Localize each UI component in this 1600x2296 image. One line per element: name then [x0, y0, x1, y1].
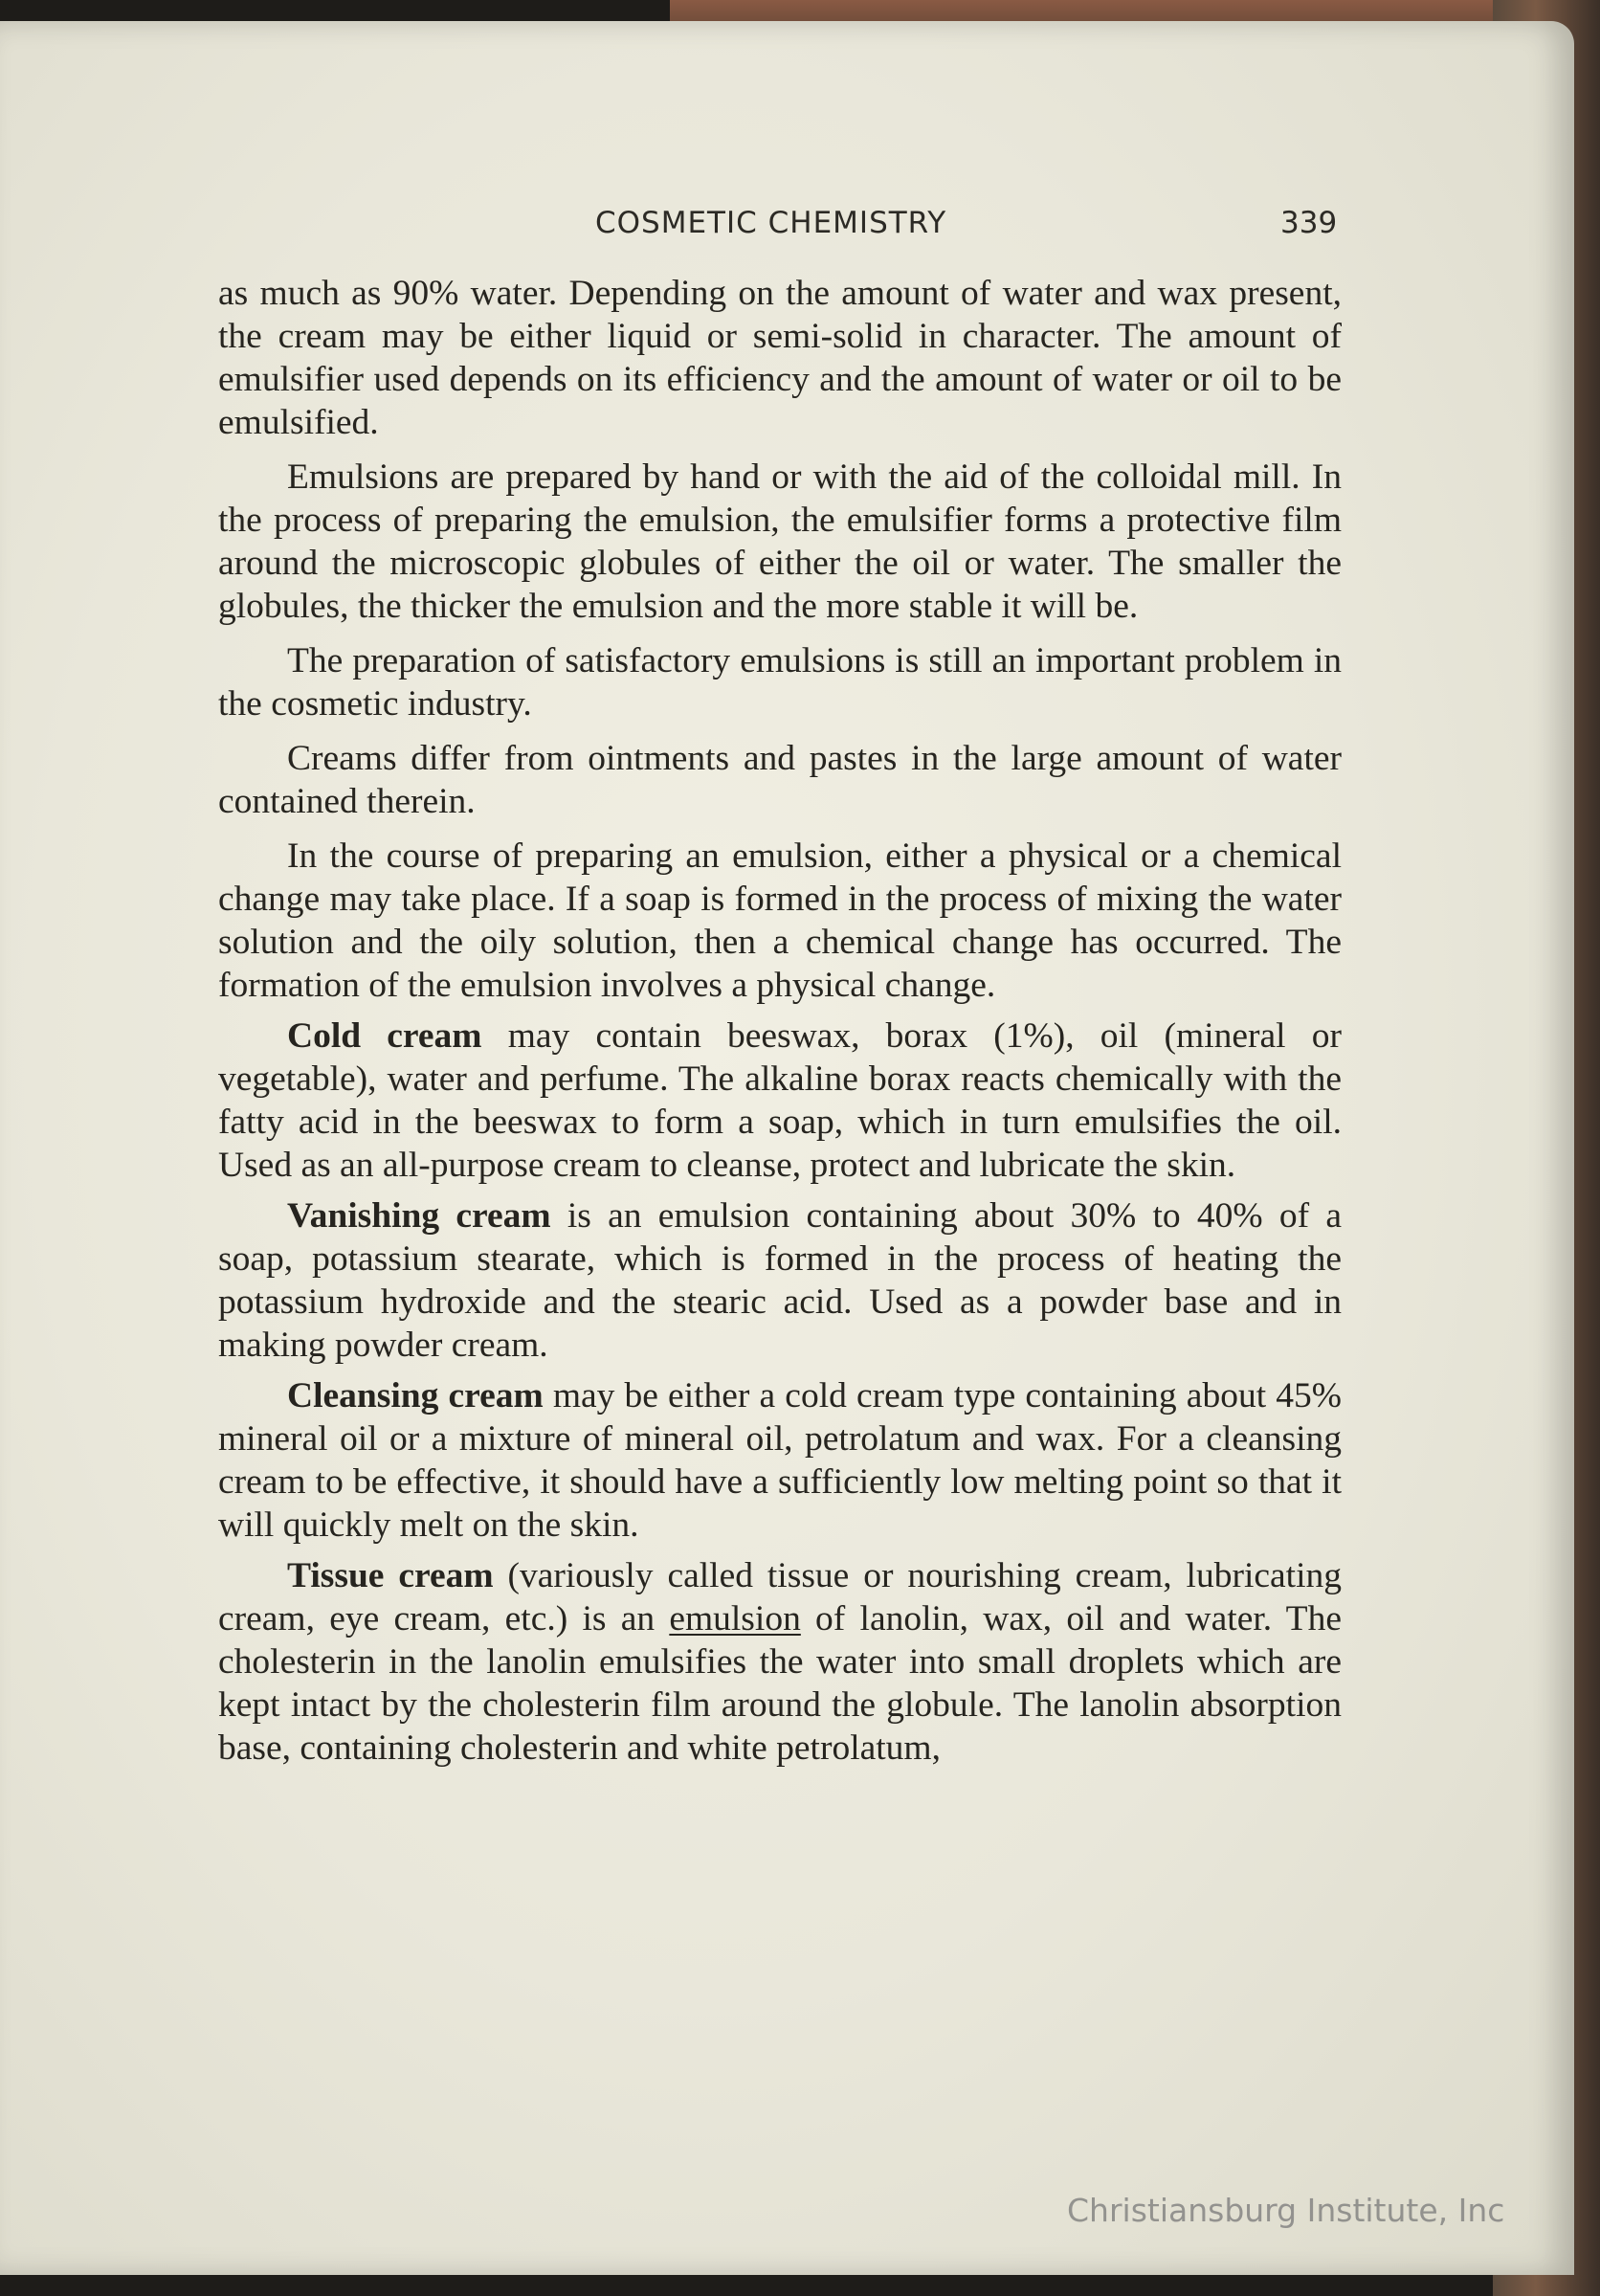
tissue-cream-description-start: (variously called tissue or nourishing cream, lubricating cream, eye cream, etc.) is an [218, 1556, 1342, 1638]
paragraph-emulsion-preparation: Emulsions are prepared by hand or with the aid of the colloidal mill. In the process of preparing the emulsion, the emulsifier forms a protective film around the microscopic globules of either the oil or water. The smaller the globules, the thicker the emulsion and the more stable it will be. [218, 457, 1342, 626]
handwritten-underline-emulsion: emulsion [669, 1599, 801, 1638]
paragraph-cold-cream [218, 1014, 1342, 1187]
term-vanishing-cream: Vanishing cream [287, 1196, 551, 1236]
body-text [218, 272, 1342, 1777]
vanishing-cream-description: is an emulsion containing about 30% to 40% of a soap, potassium stearate, which is formed in the process of heating the potassium hydroxide and the stearic acid. Used as a powder base and in making powder cream. [218, 1196, 1342, 1365]
paragraph-tissue-cream [218, 1554, 1342, 1770]
paragraph-satisfactory-emulsions: The preparation of satisfactory emulsions is still an important problem in the cosmetic industry. [218, 641, 1342, 724]
paragraph-creams-differ: Creams differ from ointments and pastes in the large amount of water contained therein. [218, 739, 1342, 821]
paragraph-water-content: as much as 90% water. Depending on the amount of water and wax present, the cream may be either liquid or semi-solid in character. The amount of emulsifier used depends on its efficiency and the amount of water or oil to be emulsified. [218, 274, 1342, 442]
page-number: 339 [1280, 206, 1338, 240]
paragraph-vanishing-cream [218, 1194, 1342, 1367]
term-cold-cream: Cold cream [287, 1016, 482, 1056]
term-cleansing-cream: Cleansing cream [287, 1376, 544, 1415]
running-title: COSMETIC CHEMISTRY [595, 206, 947, 240]
running-head [0, 206, 1574, 244]
watermark: Christiansburg Institute, Inc [1067, 2192, 1505, 2229]
paragraph-physical-chemical-change: In the course of preparing an emulsion, either a physical or a chemical change may take place. If a soap is formed in the process of mixing the water solution and the oily solution, then a chemical change has occurred. The formation of the emulsion involves a physical change. [218, 836, 1342, 1005]
paragraph-cleansing-cream [218, 1374, 1342, 1547]
term-tissue-cream: Tissue cream [287, 1556, 494, 1595]
tissue-cream-description-end: of lanolin, wax, oil and water. The cholesterin in the lanolin emulsifies the water into small droplets which are kept intact by the cholesterin film around the globule. The lanolin absorption base, containing cholesterin and white petrolatum, [218, 1599, 1342, 1768]
cleansing-cream-description: may be either a cold cream type containing about 45% mineral oil or a mixture of mineral oil, petrolatum and wax. For a cleansing cream to be effective, it should have a sufficiently low melting point so that it will quickly melt on the skin. [218, 1376, 1342, 1545]
cold-cream-description: may contain beeswax, borax (1%), oil (mineral or vegetable), water and perfume. The alkaline borax reacts chemically with the fatty acid in the beeswax to form a soap, which in turn emulsifies the oil. Used as an all-purpose cream to cleanse, protect and lubricate the skin. [218, 1016, 1342, 1185]
book-page [0, 21, 1574, 2275]
